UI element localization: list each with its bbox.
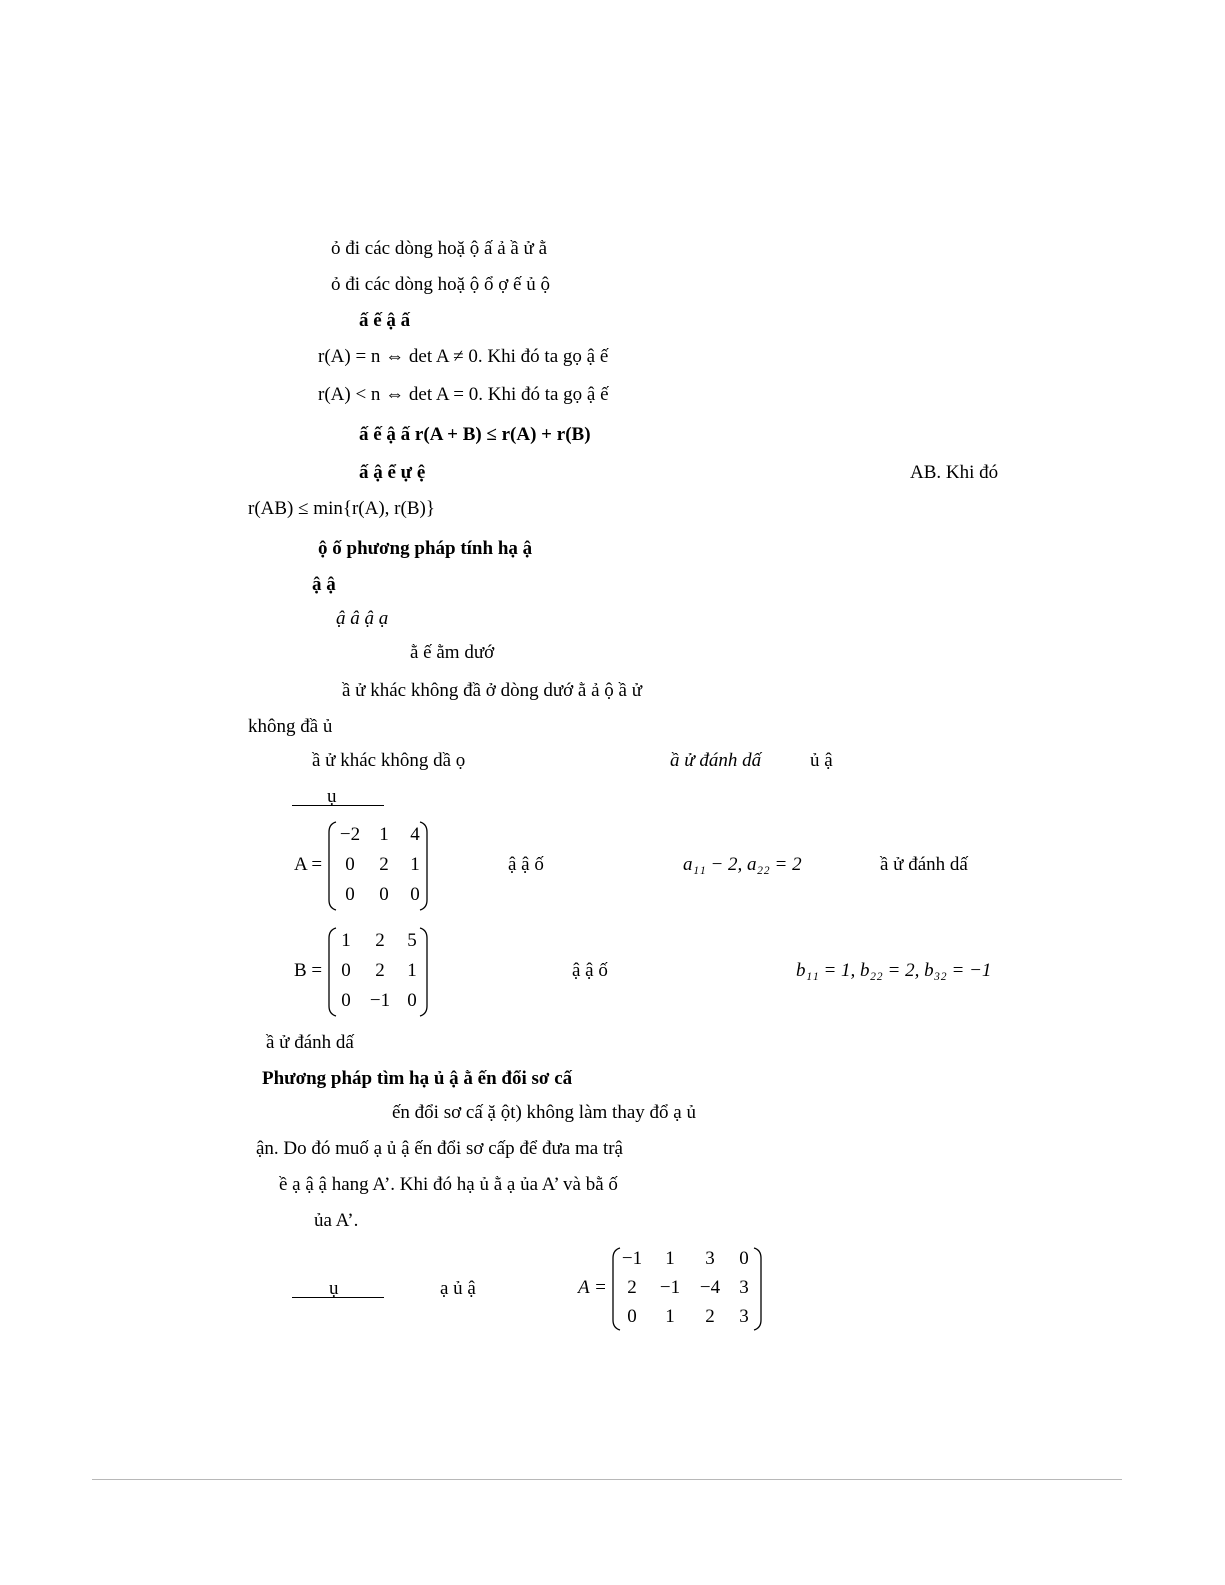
matrix-cell: −1 <box>621 1248 643 1269</box>
text-line: ến đổi sơ cấ ặ ột) không làm thay đổ ạ ủ <box>392 1102 696 1123</box>
matrix-cell: 3 <box>739 1277 749 1298</box>
example-label: ụ <box>329 1278 339 1299</box>
matrix-cell: −4 <box>699 1277 721 1298</box>
text-line: ằ ế ằm dướ <box>410 642 495 663</box>
matrix-label: B = <box>294 960 323 981</box>
matrix-cell: 0 <box>739 1248 749 1269</box>
text-line: ầ ử đánh dấ <box>880 854 968 875</box>
matrix-cell: 4 <box>410 824 420 845</box>
matrix-cell: 2 <box>375 960 385 981</box>
matrix-cell: 0 <box>379 884 389 905</box>
matrix-cell: 1 <box>665 1306 675 1327</box>
text-line: r(AB) ≤ min{r(A), r(B)} <box>248 498 435 519</box>
text-line: ủa A’. <box>314 1210 359 1231</box>
text-line: ầ ử khác không đầ ở dòng dướ ằ ả ộ ầ ử <box>342 680 643 701</box>
text-line: ậ ậ ố <box>508 854 544 875</box>
matrix-cell: 2 <box>627 1277 637 1298</box>
footer-divider <box>92 1479 1122 1480</box>
matrix-cell: 2 <box>375 930 385 951</box>
text-line: ủ ậ <box>810 750 833 771</box>
text-line: ề ạ ậ ậ hang A’. Khi đó hạ ủ ằ ạ ủa A’ và bằ ố <box>279 1174 618 1195</box>
section-heading: Phương pháp tìm hạ ủ ậ ằ ến đổi sơ cấ <box>262 1068 573 1089</box>
text-line: ầ ử đánh dấ <box>670 750 762 771</box>
text-line: ấ ậ ể ự ệ <box>359 462 426 483</box>
example-label: ụ <box>327 786 337 807</box>
text-line: ậ â ậ ạ <box>336 608 389 629</box>
matrix-cell: 3 <box>739 1306 749 1327</box>
matrix-cell: 1 <box>407 960 417 981</box>
formula: a₁₁ − 2, a₂₂ = 2 <box>683 854 802 875</box>
matrix-cell: 0 <box>341 990 351 1011</box>
matrix-cell: 5 <box>407 930 417 951</box>
matrix-cell: 0 <box>341 960 351 981</box>
matrix-a-example <box>578 1244 768 1334</box>
text-line: ấ ế ậ ấ r(A + B) ≤ r(A) + r(B) <box>359 424 591 445</box>
text-line: ầ ử đánh dấ <box>266 1032 354 1053</box>
matrix-cell: −2 <box>339 824 361 845</box>
section-heading: ộ ố phương pháp tính hạ ậ <box>318 538 533 559</box>
matrix-a-echelon <box>294 818 434 914</box>
matrix-cell: −1 <box>369 990 391 1011</box>
matrix-cell: −1 <box>659 1277 681 1298</box>
matrix-b-echelon <box>294 924 434 1020</box>
example-underline <box>292 805 384 806</box>
matrix-cell: 0 <box>410 884 420 905</box>
text-line: không đầ ủ <box>248 716 333 737</box>
matrix-cell: 1 <box>665 1248 675 1269</box>
matrix-label: A = <box>578 1277 607 1298</box>
text-line: ấ ế ậ ấ <box>359 310 411 331</box>
section-heading: ậ ậ <box>312 574 336 595</box>
example-underline <box>292 1297 384 1298</box>
text-line: ận. Do đó muố ạ ủ ậ ến đổi sơ cấp để đưa ma trậ <box>256 1138 623 1159</box>
matrix-cell: 0 <box>627 1306 637 1327</box>
text-line: ỏ đi các dòng hoặ ộ ổ ợ ế ủ ộ <box>331 274 550 295</box>
text-line: ậ ậ ố <box>572 960 608 981</box>
text-line: ỏ đi các dòng hoặ ộ ấ ả ầ ử ằ <box>331 238 548 259</box>
text-line: AB. Khi đó <box>910 462 999 483</box>
text-line: r(A) = n ⇔ det A ≠ 0. Khi đó ta gọ ậ ế <box>318 346 609 367</box>
text-line: ầ ử khác không dầ ọ <box>312 750 466 771</box>
text-line: ạ ủ ậ <box>440 1278 476 1299</box>
matrix-label: A = <box>294 854 323 875</box>
matrix-cell: 0 <box>345 854 355 875</box>
matrix-cell: 1 <box>341 930 351 951</box>
matrix-cell: 2 <box>379 854 389 875</box>
matrix-cell: 0 <box>345 884 355 905</box>
matrix-cell: 2 <box>705 1306 715 1327</box>
matrix-cell: 1 <box>410 854 420 875</box>
text-line: r(A) < n ⇔ det A = 0. Khi đó ta gọ ậ ế <box>318 384 609 405</box>
matrix-cell: 1 <box>379 824 389 845</box>
formula: b₁₁ = 1, b₂₂ = 2, b₃₂ = −1 <box>796 960 992 981</box>
matrix-cell: 0 <box>407 990 417 1011</box>
matrix-cell: 3 <box>705 1248 715 1269</box>
